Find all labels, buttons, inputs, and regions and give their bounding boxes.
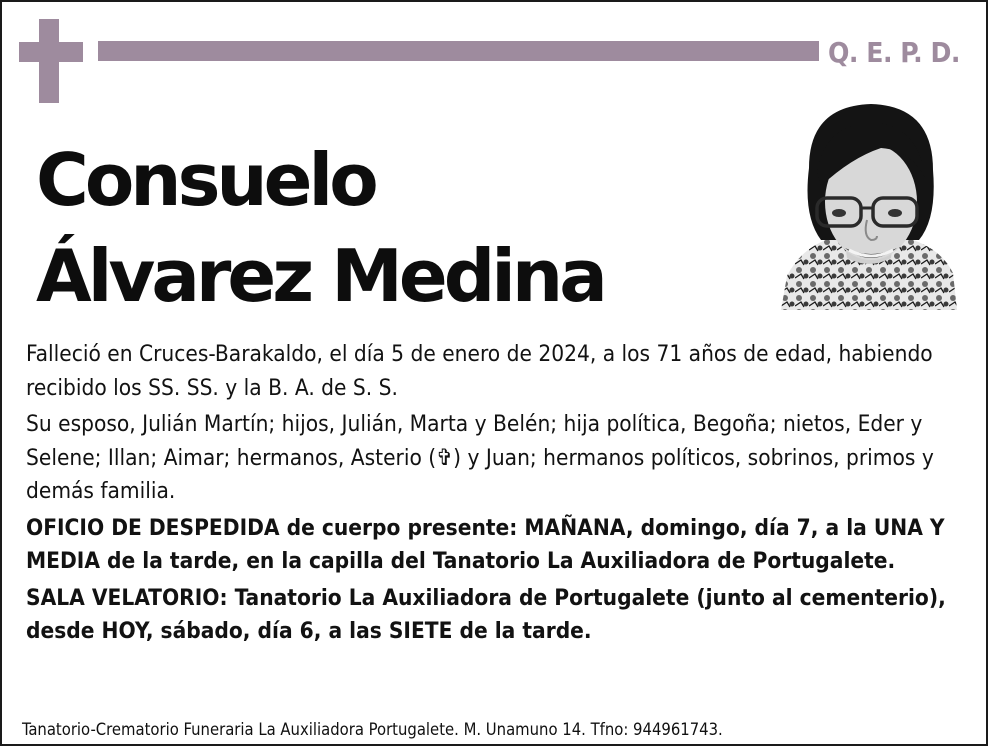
portrait-photo — [781, 98, 957, 310]
qepd-label: Q. E. P. D. — [828, 36, 960, 69]
small-cross-icon: ✞ — [436, 444, 454, 471]
cross-icon — [19, 19, 83, 103]
family-list-part2: ) y Juan; hermanos políticos, sobrinos, primos y demás familia. — [26, 444, 934, 504]
funeral-home-footer: Tanatorio-Crematorio Funeraria La Auxiliadora Portugalete. M. Unamuno 14. Tfno: 944961743. — [22, 720, 723, 739]
family-list — [26, 408, 956, 509]
first-name: Consuelo — [36, 138, 375, 222]
family-list-part1: Su esposo, Julián Martín; hijos, Julián, Marta y Belén; hija política, Begoña; nietos, Eder y Selene; Illan; Aimar; hermanos, Asterio ( — [26, 411, 923, 471]
death-notice: Falleció en Cruces-Barakaldo, el día 5 de enero de 2024, a los 71 años de edad, habiendo recibido los SS. SS. y la B. A. de S. S. — [26, 341, 933, 401]
deceased-name — [36, 132, 756, 324]
funeral-service: OFICIO DE DESPEDIDA de cuerpo presente: MAÑANA, domingo, día 7, a la UNA Y MEDIA de la tarde, en la capilla del Tanatorio La Auxiliadora de Portugalete. — [26, 514, 945, 574]
wake-room: SALA VELATORIO: Tanatorio La Auxiliadora de Portugalete (junto al cementerio), desde HOY, sábado, día 6, a las SIETE de la tarde. — [26, 584, 946, 644]
last-name: Álvarez Medina — [36, 234, 604, 318]
header-rule — [98, 41, 819, 61]
obituary-text — [26, 338, 956, 652]
